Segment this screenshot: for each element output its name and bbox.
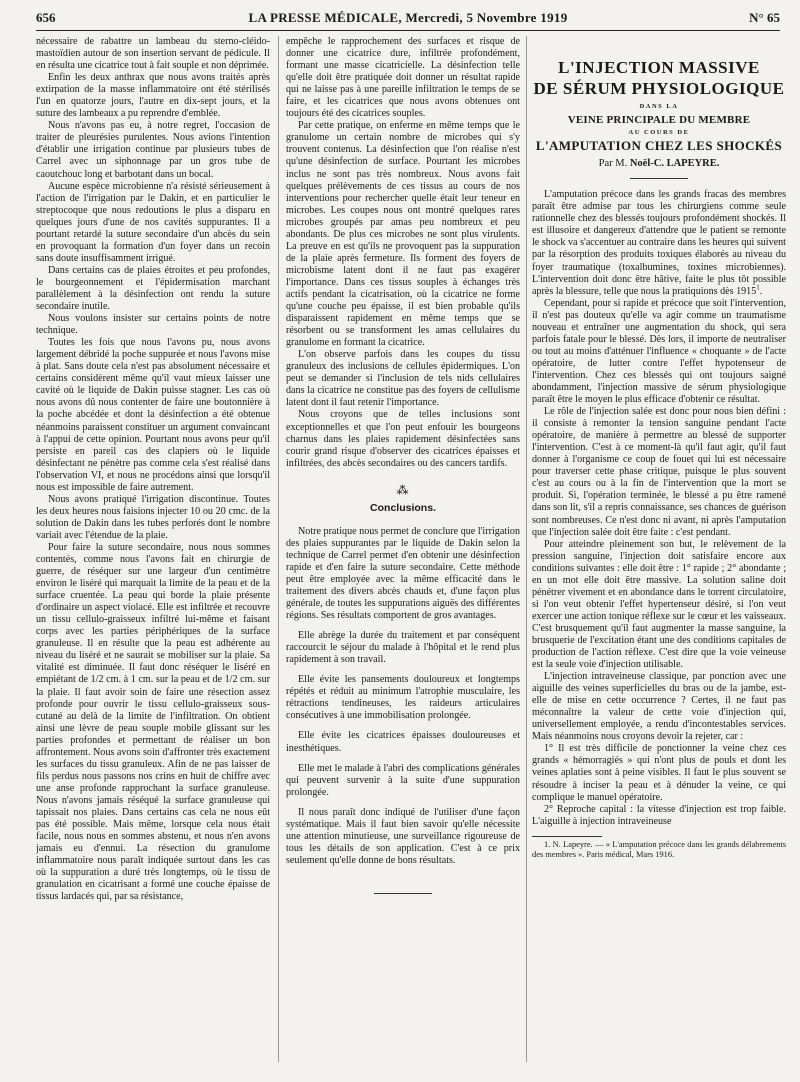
end-rule — [374, 893, 432, 894]
paragraph: Elle évite les cicatrices épaisses douloureuses et inesthétiques. — [286, 730, 520, 754]
author-name: Noël-C. LAPEYRE. — [629, 158, 720, 170]
paragraph: Nous avons pratiqué l'irrigation discontinue. Toutes les deux heures nous faisions injecter 10 ou 20 cmc. de la solution de Dakin dans les tubes perforés dont le nombre variait avec l'étendue de la plaie. — [36, 493, 270, 541]
journal-title: LA PRESSE MÉDICALE, Mercredi, 5 Novembre 1919 — [248, 10, 568, 25]
column-2 — [286, 36, 520, 1074]
page-header — [36, 8, 780, 31]
paragraph: Pour faire la suture secondaire, nous nous sommes contentés, comme nous l'avons fait en chirurgie de guerre, de réséquer sur une largeur d'un centimètre environ le liséré qui marquait la limite de la peau et de la surface cruentée. La peau qui borde la plaie présente d'ordinaire un aspect violacé. Elle est infiltrée et recouvre un tissu cellulo-graisseux infiltré lui-même et faisant corps avec les parties périphériques de la surface granuleuse. Il en résulte que la peau est adhérente au niveau du liséré et ne saurait se mobiliser sur la plaie. Sa vitalité est diminuée. Il faut donc réséquer le liséré en empiétant de 1/2 cm. à 1 cm. sur la peau et de 1/2 cm. sur la plaie. Il faut avoir soin de faire une résection assez profonde pour ouvrir le tissu cellulo-graisseux sous-cutané au delà de la limite de l'infiltration. On obtient ainsi une lèvre de peau souple mobile glissant sur les parties profondes et permettant de réaliser un bon affrontement. Nous avons soin d'affronter très exactement les surfaces du tissu granuleux. Afin de ne pas laisser de fils perdus nous passons nos crins en huit de chiffre avec une anse profonde rapprochant la surface granuleuse. Nous n'avons jamais réséqué la surface granuleuse qui tapissait nos plaies. Dans certains cas cela ne nous eût pas été possible. Mais même, lorsque cela nous était facile, nous nous en sommes abstenu, et nous n'en avons jamais eu d'ennui. La résection du granulome inflammatoire nous paraît indiquée surtout dans les cas où la suppuration a duré très longtemps, où le tissu de granulation en cicatrisant a formé une couche épaisse de tissus lardacés qui, par sa résistance, — [36, 541, 270, 903]
paragraph: Cependant, pour si rapide et précoce que soit l'intervention, il n'est pas douteux qu'elle va agir comme un traumatisme nouveau et entraîner une augmentation du shock, qui sera parfois fatale pour le blessé. Dès lors, il importe de neutraliser ou tout au moins d'atténuer l'influence « choquante » de l'acte opératoire, de lutter contre l'effet hypotenseur de l'intervention. Chez ces blessés qui ont toujours saigné abondamment, l'injection massive de sérum physiologique paraît être le moyen le plus efficace d'obtenir ce résultat. — [532, 297, 786, 406]
paragraph: Pour atteindre pleinement son but, le relèvement de la pression sanguine, l'injection doit satisfaire encore aux conditions suivantes : elle doit être : 1° rapide ; 2° abondante ; en un mot elle doit être massive. La solution saline doit pénétrer vivement et en abondance dans le torrent circulatoire, si l'on veut obtenir l'effet hypertenseur désiré, si l'on veut exercer une action tonique réflexe sur le cœur et les vaisseaux. C'est brusquement qu'il faut augmenter la masse sanguine, la brusquerie de l'excitation étant une des conditions capitales de production de l'action réflexe. C'est dire que la voie veineuse est la seule voie d'injection utilisable. — [532, 538, 786, 671]
paragraph: Enfin les deux anthrax que nous avons traités après extirpation de la masse inflammatoire ont été stérilisés l'un en quatorze jours, l'autre en dix-sept jours, et la suture des lambeaux a pu reprendre d'emblée. — [36, 72, 270, 120]
title-line-2: DE SÉRUM PHYSIOLOGIQUE — [533, 79, 785, 98]
paragraph: Nous voulons insister sur certains points de notre technique. — [36, 313, 270, 337]
paragraph: Elle abrège la durée du traitement et par conséquent raccourcit le séjour du malade à l'hôpital et le rend plus rapidement à son travail. — [286, 630, 520, 666]
paragraph: 1° Il est très difficile de ponctionner la veine chez ces grands « hémorragiés » qui n'ont plus de pouls et dont les veines aplaties sont à peine visibles. Il faut le plus souvent se résoudre à inciser la peau et à dénuder la veine, ce qui complique le manuel opératoire. — [532, 743, 786, 803]
section-separator: ⁂ — [396, 482, 410, 497]
column-3 — [532, 36, 786, 1074]
column-divider — [278, 36, 279, 1062]
paragraph-text: L'amputation précoce dans les grands fracas des membres paraît être admise par tous les chirurgiens comme seule rationnelle chez des blessés toujours profondément shockés. Il est illusoire et dangereux d'attendre que le patient se remonte le shock va s'accentuer au contraire dans les heures qui suivent par la résorption des produits toxiques élaborés au niveau du foyer traumatique (toxalbumines, toxines microbiennes). L'intervention doit donc être hâtive, faite le plus tôt possible après la blessure, telle que nous la pratiquions dès 1915 — [532, 189, 786, 297]
paragraph: 2° Reproche capital : la vitesse d'injection est trop faible. L'aiguille à injection intraveineuse — [532, 803, 786, 827]
title-line-1: L'INJECTION MASSIVE — [558, 58, 760, 77]
paragraph: Par cette pratique, on enferme en même temps que le granulome un certain nombre de microbes qui s'y trouvent contenus. La désinfection que l'on réalise n'est qu'une désinfection de surface. Pourtant les microbes inclus ne sont pas très nombreux. Nous avons fait quelques prélèvements de ces tissus au cours de nos interventions pour rechercher quelle était leur teneur en microbes. Les coupes nous ont montré quelques rares microbes groupés par amas peu nombreux et peu abondants. De plus ces microbes ne sont plus virulents. La preuve en est qu'ils ne provoquent pas la suppuration de la plaie après fermeture. Ils forment des foyers de microbisme latent dont il ne faut pas exagérer l'importance. Dans ces tissus souples à échanges très actifs pendant la cicatrisation, où la cicatrice ne forme qu'une couche peu épaisse, il est bien probable qu'ils disparaissent rapidement en même temps que se résorbent ou se transforment les amas cellulaires du granulome en formant la cicatrice. — [286, 120, 520, 349]
article-title — [532, 58, 786, 170]
page-number: 656 — [36, 10, 56, 25]
paragraph: Nous n'avons pas eu, à notre regret, l'occasion de traiter de pleurésies purulentes. Nous avions l'intention d'établir une irrigation continue par plusieurs tubes de Carrel avec un siphonnage par un gros tube de caoutchouc long et barbotant dans un bocal. — [36, 120, 270, 180]
column-1 — [36, 36, 270, 1074]
footnote: 1. N. Lapeyre. — « L'amputation précoce dans les grands délabrements des membres ». Paris médical, Mars 1916. — [532, 839, 786, 859]
title-small-1: DANS LA — [639, 103, 679, 110]
paragraph: empêche le rapprochement des surfaces et risque de donner une cicatrice dure, infiltrée profondément, formant une masse cicatricielle. La désinfection telle qu'elle doit être pratiquée doit donner un résultat rapide qui ne laisse pas à une pareille infiltration le temps de se faire, et les cicatrices que nous avons obtenues ont toujours été des cicatrices souples. — [286, 36, 520, 120]
paragraph: L'amputation précoce dans les grands fracas des membres paraît être admise par tous les chirurgiens comme seule rationnelle chez des blessés toujours profondément shockés. Il est illusoire et dangereux d'attendre que le patient se remonte le shock va s'accentuer au contraire dans les heures qui suivent par la résorption des produits toxiques élaborés au niveau du foyer traumatique (toxalbumines, toxines microbiennes). L'intervention doit donc être hâtive, faite le plus tôt possible après la blessure, telle que nous la pratiquions dès 1915$^1$. — [532, 189, 786, 297]
conclusions-heading: Conclusions. — [370, 501, 436, 514]
paragraph: Aucune espèce microbienne n'a résisté sérieusement à l'action de l'irrigation par le Dakin, et en particulier le streptocoque que nous redoutions le plus a disparu en quelques jours d'une de nos cavités suppurantes. Il a pourtant retardé la suture secondaire d'un abcès du sein en provoquant la formation d'un foyer dans un recoin sans doute insuffisamment irrigué. — [36, 180, 270, 264]
byline-prefix: Par M. — [598, 158, 628, 170]
footnote-ref: 1 — [756, 283, 760, 292]
column-divider — [526, 36, 527, 1062]
paragraph: nécessaire de rabattre un lambeau du sterno-cléido-mastoïdien autour de son insertion servant de pédicule. Il en résulta une cicatrice tout à fait souple et non déprimée. — [36, 36, 270, 72]
paragraph: L'injection intraveineuse classique, par ponction avec une aiguille des veines superficielles du bras ou de la jambe, est-elle de mise en cette occurrence ? Certes, il ne faut pas méconnaître la valeur de cette voie d'injection qui, universellement employée, a rendu d'incontestables services. Mais néanmoins nous croyons devoir la rejeter, car : — [532, 671, 786, 743]
paragraph: Le rôle de l'injection salée est donc pour nous bien défini : il consiste à remonter la tension sanguine pendant l'acte opératoire, de manière à permettre au blessé de supporter l'intervention. C'est à ce moment-là qu'il faut agir, qu'il faut donner à l'organisme ce coup de fouet qui lui est nécessaire pour traverser cette phase critique, puisque le plus souvent c'est au cours ou à la fin de l'intervention que la mort se produit. Si, l'opération terminée, le blessé a pu être ramené dans son lit, s'il a repris connaissance, ses chances de guérison sont nombreuses. Ce n'est donc ni avant, ni après l'amputation que l'injection salée doit être faite : c'est pendant. — [532, 406, 786, 538]
paragraph: Dans certains cas de plaies étroites et peu profondes, le bourgeonnement et l'épidermisation marchant parallèlement à la désinfection ont rendu la suture secondaire inutile. — [36, 264, 270, 313]
byline — [532, 158, 786, 170]
footnote-rule — [532, 836, 602, 837]
title-line-3: VEINE PRINCIPALE DU MEMBRE — [567, 114, 751, 127]
paragraph: Toutes les fois que nous l'avons pu, nous avons largement débridé la poche suppurée et nous l'avons mise à plat. Sans doute cela n'est pas absolument nécessaire et certains considèrent même qu'il vaut mieux laisser une cavité où le liquide de Dakin puisse stagner. Les cas où nous avons dû nous contenter de faire une boutonnière à la poche abcédée et dont la désinfection a été obtenue néanmoins paraissent constituer un argument convaincant à l'appui de cette opinion. Pourtant nous avons peur qu'il persiste en pareil cas des clapiers où le liquide désinfectant ne pénètre pas comme cela s'est réalisé dans l'observation VI, et nous ne procédons ainsi que lorsqu'il nous est impossible de faire autrement. — [36, 337, 270, 493]
title-line-4: L'AMPUTATION CHEZ LES SHOCKÉS — [535, 138, 783, 154]
paragraph: Nous croyons que de telles inclusions sont exceptionnelles et que l'on peut enfouir les bourgeons charnus dans les plaies rapidement désinfectées sans courir grand risque d'observer des cicatrices épaisses et infiltrées, des abcès secondaires ou des cancers tardifs. — [286, 409, 520, 469]
paragraph: Il nous paraît donc indiqué de l'utiliser d'une façon systématique. Mais il faut bien savoir qu'elle nécessite une attention minutieuse, une surveillance rigoureuse de tous les détails de son application. C'est à ce prix seulement qu'elle donne de bons résultats. — [286, 806, 520, 866]
paragraph: Elle met le malade à l'abri des complications générales qui peuvent survenir à la suite d'une suppuration prolongée. — [286, 762, 520, 798]
issue-number: N° 65 — [749, 10, 780, 25]
paragraph: Elle évite les pansements douloureux et longtemps répétés et réduit au minimum l'atrophie musculaire, les rétractions tendineuses, les raideurs articulaires consécutives à une immobilisation prolongée. — [286, 674, 520, 722]
title-small-2: AU COURS DE — [628, 129, 690, 137]
paragraph: L'on observe parfois dans les coupes du tissu granuleux des inclusions de cellules épidermiques. L'on peut se demander si l'inclusion de tels nids cellulaires dans la cicatrice ne constitue pas des foyers de cellulisme latent dont il faut retenir l'importance. — [286, 349, 520, 409]
title-rule — [630, 178, 688, 179]
paragraph: Notre pratique nous permet de conclure que l'irrigation des plaies suppurantes par le liquide de Dakin selon la technique de Carrel permet d'en obtenir une désinfection rapide et d'en faire la suture secondaire. Cette méthode peut être employée avec la même efficacité dans le traitement des divers abcès chauds et, d'une façon plus générale, de toutes les suppurations aiguës des différentes régions. Ses résultats comportent de gros avantages. — [286, 525, 520, 622]
